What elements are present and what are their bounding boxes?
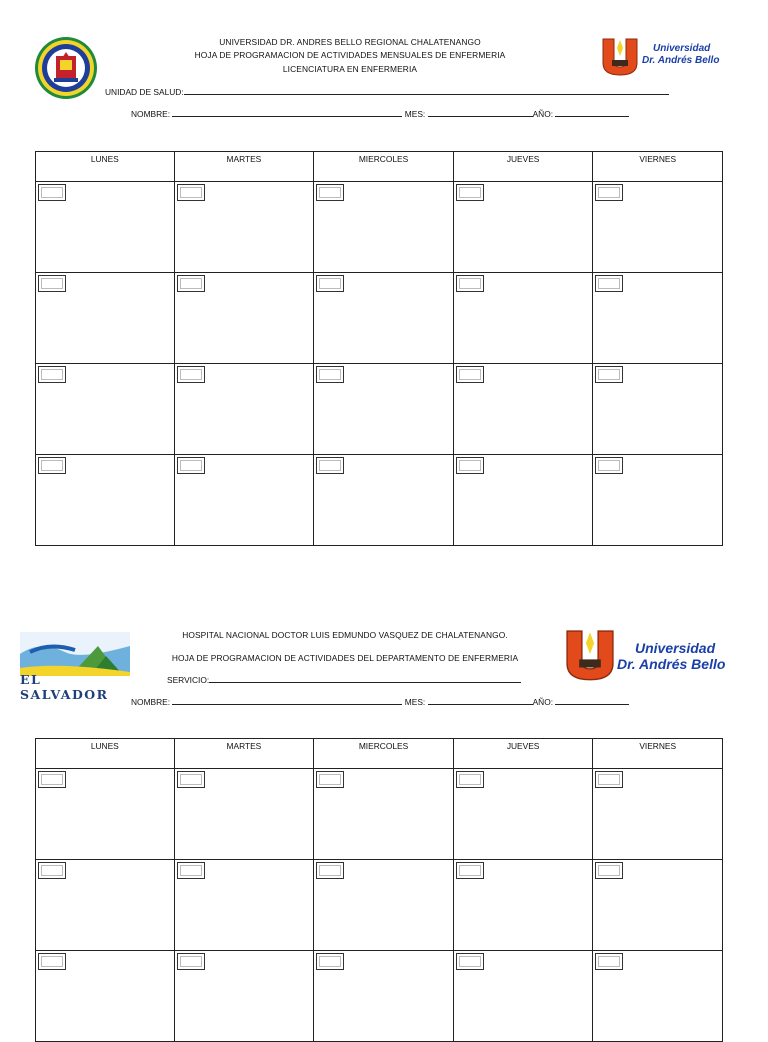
day-number-box[interactable] (316, 184, 344, 201)
form1-header-line-3: LICENCIATURA EN ENFERMERIA (282, 64, 418, 74)
el-salvador-government-logo (20, 632, 130, 702)
el-salvador-logo-text: EL SALVADOR (20, 672, 109, 702)
calendar-cell[interactable] (36, 455, 175, 546)
nombre-label: NOMBRE: (131, 697, 171, 707)
university-u-icon (563, 626, 617, 682)
day-number-box[interactable] (316, 366, 344, 383)
anio-label: AÑO: (532, 697, 554, 707)
day-number-box[interactable] (177, 457, 205, 474)
calendar-cell[interactable] (593, 182, 723, 273)
form2-week-row (36, 860, 723, 951)
day-number-box[interactable] (177, 366, 205, 383)
day-number-box[interactable] (177, 862, 205, 879)
nursing-school-seal-logo (34, 36, 98, 100)
day-number-box[interactable] (38, 366, 66, 383)
form1-unidad-field[interactable] (105, 86, 669, 97)
day-number-box[interactable] (456, 275, 484, 292)
calendar-cell[interactable] (314, 273, 454, 364)
day-number-box[interactable] (177, 771, 205, 788)
form2-nombre-row[interactable] (131, 696, 629, 707)
form1-week-row (36, 182, 723, 273)
calendar-cell[interactable] (36, 769, 175, 860)
calendar-cell[interactable] (174, 273, 314, 364)
form1-week-row (36, 364, 723, 455)
calendar-cell[interactable] (593, 769, 723, 860)
calendar-cell[interactable] (453, 455, 593, 546)
form2-day-header-row (36, 739, 723, 769)
day-number-box[interactable] (177, 275, 205, 292)
calendar-cell[interactable] (453, 182, 593, 273)
calendar-cell[interactable] (453, 769, 593, 860)
day-header-miercoles: MIERCOLES (314, 739, 454, 769)
calendar-cell[interactable] (36, 951, 175, 1042)
calendar-cell[interactable] (453, 860, 593, 951)
calendar-cell[interactable] (174, 860, 314, 951)
day-number-box[interactable] (595, 771, 623, 788)
calendar-cell[interactable] (593, 273, 723, 364)
calendar-cell[interactable] (453, 951, 593, 1042)
calendar-cell[interactable] (453, 273, 593, 364)
day-number-box[interactable] (456, 953, 484, 970)
nombre-label: NOMBRE: (131, 109, 171, 119)
day-header-martes: MARTES (174, 152, 314, 182)
day-number-box[interactable] (38, 184, 66, 201)
day-number-box[interactable] (595, 953, 623, 970)
calendar-cell[interactable] (593, 860, 723, 951)
calendar-cell[interactable] (314, 182, 454, 273)
calendar-cell[interactable] (174, 455, 314, 546)
day-number-box[interactable] (595, 184, 623, 201)
form1-header-line-2: HOJA DE PROGRAMACION DE ACTIVIDADES MENSUALES DE ENFERMERIA (194, 50, 506, 60)
mes-label: MES: (404, 697, 426, 707)
calendar-cell[interactable] (593, 364, 723, 455)
day-number-box[interactable] (595, 457, 623, 474)
day-number-box[interactable] (595, 366, 623, 383)
university-u-icon (600, 36, 640, 76)
form2-week-row (36, 951, 723, 1042)
day-header-lunes: LUNES (36, 739, 175, 769)
landscape-flag-icon (20, 632, 130, 676)
university-logo (600, 36, 730, 76)
day-number-box[interactable] (456, 771, 484, 788)
unidad-label: UNIDAD DE SALUD: (105, 87, 184, 97)
day-header-martes: MARTES (174, 739, 314, 769)
form2-calendar-table (35, 738, 723, 1042)
day-number-box[interactable] (38, 275, 66, 292)
university-logo-line-2: Dr. Andrés Bello (617, 656, 726, 672)
day-number-box[interactable] (177, 184, 205, 201)
mes-label: MES: (404, 109, 426, 119)
calendar-cell[interactable] (593, 455, 723, 546)
form1-header-line-1: UNIVERSIDAD DR. ANDRES BELLO REGIONAL CHALATENANGO (219, 37, 481, 47)
form2-header-line-2: HOJA DE PROGRAMACION DE ACTIVIDADES DEL DEPARTAMENTO DE ENFERMERIA (171, 653, 519, 663)
form2-week-row (36, 769, 723, 860)
day-number-box[interactable] (456, 457, 484, 474)
calendar-cell[interactable] (174, 364, 314, 455)
form2-header-line-1: HOSPITAL NACIONAL DOCTOR LUIS EDMUNDO VASQUEZ DE CHALATENANGO. (182, 630, 508, 640)
form1-nombre-row[interactable] (131, 108, 629, 119)
calendar-cell[interactable] (314, 364, 454, 455)
calendar-cell[interactable] (314, 951, 454, 1042)
day-number-box[interactable] (177, 953, 205, 970)
servicio-label: SERVICIO: (167, 675, 210, 685)
calendar-cell[interactable] (314, 769, 454, 860)
calendar-cell[interactable] (36, 364, 175, 455)
anio-label: AÑO: (532, 109, 554, 119)
form1-week-row (36, 273, 723, 364)
day-number-box[interactable] (316, 862, 344, 879)
day-number-box[interactable] (38, 953, 66, 970)
day-number-box[interactable] (38, 457, 66, 474)
calendar-cell[interactable] (36, 273, 175, 364)
day-number-box[interactable] (316, 275, 344, 292)
day-number-box[interactable] (316, 953, 344, 970)
day-number-box[interactable] (456, 366, 484, 383)
day-number-box[interactable] (38, 862, 66, 879)
day-number-box[interactable] (456, 862, 484, 879)
day-number-box[interactable] (595, 275, 623, 292)
day-number-box[interactable] (595, 862, 623, 879)
form1-calendar-table (35, 151, 723, 546)
calendar-cell[interactable] (36, 182, 175, 273)
form1-week-row (36, 455, 723, 546)
day-header-lunes: LUNES (36, 152, 175, 182)
university-logo-line-1: Universidad (653, 43, 711, 54)
day-number-box[interactable] (38, 771, 66, 788)
day-header-viernes: VIERNES (593, 152, 723, 182)
form1-day-header-row (36, 152, 723, 182)
day-header-jueves: JUEVES (453, 739, 593, 769)
calendar-cell[interactable] (593, 951, 723, 1042)
calendar-cell[interactable] (174, 182, 314, 273)
university-logo-line-2: Dr. Andrés Bello (642, 55, 720, 66)
calendar-cell[interactable] (314, 860, 454, 951)
calendar-cell[interactable] (314, 455, 454, 546)
calendar-cell[interactable] (453, 364, 593, 455)
day-number-box[interactable] (316, 771, 344, 788)
day-header-jueves: JUEVES (453, 152, 593, 182)
day-number-box[interactable] (456, 184, 484, 201)
university-logo-large (563, 626, 738, 682)
calendar-cell[interactable] (174, 951, 314, 1042)
calendar-cell[interactable] (174, 769, 314, 860)
calendar-cell[interactable] (36, 860, 175, 951)
day-header-miercoles: MIERCOLES (314, 152, 454, 182)
form2-servicio-field[interactable] (167, 674, 521, 685)
day-number-box[interactable] (316, 457, 344, 474)
day-header-viernes: VIERNES (593, 739, 723, 769)
university-logo-line-1: Universidad (635, 640, 716, 656)
